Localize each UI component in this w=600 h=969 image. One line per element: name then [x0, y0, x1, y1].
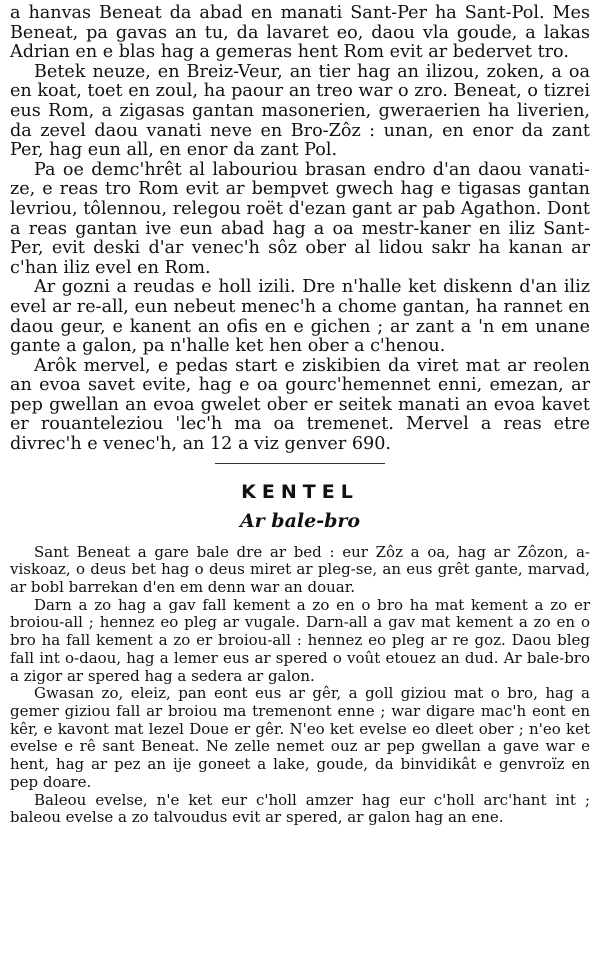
lesson-paragraph: Sant Beneat a gare bale dre ar bed : eur Zôz a oa, hag ar Zôzon, a-viskoaz, o deus bet hag o deus miret ar pleg-se, an eus grêt gante, marvad, ar bobl barrekan d'en em denn war an douar.: [10, 542, 590, 597]
lesson-paragraph: Baleou evelse, n'e ket eur c'holl amzer hag eur c'holl arc'hant int ; baleou evelse a zo talvoudus evit ar spered, ar galon hag an ene.: [10, 790, 590, 827]
paragraph-continued: a hanvas Beneat da abad en manati Sant-Per ha Sant-Pol. Mes Beneat, pa gavas an tu, da lavaret eo, daou vla goude, a lakas Adrian en e blas hag a gemeras hent Rom evit ar bedervet tro.: [10, 3, 590, 63]
main-text: [10, 4, 590, 455]
lesson-paragraph: Darn a zo hag a gav fall kement a zo en o bro ha mat kement a zo er broiou-all ; hennez eo pleg ar vugale. Darn-all a gav mat kement a zo en o bro ha fall kement a zo er broiou-all : hennez eo pleg ar re goz. Daou bleg fall int o-daou, hag a lemer eus ar spered o voût etouez an dud. Ar bale-bro a zigor ar spered hag a sedera ar galon.: [10, 595, 590, 685]
section-divider: [215, 463, 385, 464]
lesson-paragraph: Gwasan zo, eleiz, pan eont eus ar gêr, a goll giziou mat o bro, hag a gemer giziou fall ar broiou ma tremenont enne ; war digare mac'h eont en kêr, e kavont mat lezel Doue er gêr. N'eo ket evelse eo dleet ober ; n'eo ket evelse e rê sant Beneat. Ne zelle nemet ouz ar pep gwellan a gave war e hent, hag ar pez an ije goneet a lake, goude, da binvidikât e genvroïz en pep doare.: [10, 684, 590, 791]
section-subtitle: Ar bale-bro: [239, 509, 361, 532]
paragraph: Ar gozni a reudas e holl izili. Dre n'halle ket diskenn d'an iliz evel ar re-all, eun nebeut menec'h a chome gantan, ha rannet en daou geur, e kanent an ofis en e gichen ; ar zant a 'n em unane gante a galon, pa n'halle ket hen ober a c'henou.: [10, 277, 590, 357]
lesson-text: [10, 544, 590, 827]
paragraph: Pa oe demc'hrêt al labouriou brasan endro d'an daou vanati-ze, e reas tro Rom evit ar bempvet gwech hag e tigasas gantan levriou, tôlennou, relegou roët d'ezan gant ar pab Agathon. Dont a reas gantan ive eun abad hag a oa mestr-kaner en iliz Sant-Per, evit deski d'ar venec'h sôz ober al lidou sakr ha kanan ar c'han iliz evel en Rom.: [10, 159, 590, 278]
section-title: KENTEL: [241, 480, 359, 503]
paragraph: Betek neuze, en Breiz-Veur, an tier hag an ilizou, zoken, a oa en koat, toet en zoul, ha paour an treo war o zro. Beneat, o tizrei eus Rom, a zigasas gantan masonerien, gweraerien ha liverien, da zevel daou vanati neve en Bro-Zôz : unan, en enor da zant Per, hag eun all, en enor da zant Pol.: [10, 61, 590, 161]
paragraph: Arôk mervel, e pedas start e ziskibien da viret mat ar reolen an evoa savet evite, hag e oa gourc'hemennet enni, emezan, ar pep gwellan an evoa gwelet ober er seitek manati an evoa kavet er rouanteleziou 'lec'h ma oa tremenet. Mervel a reas etre divrec'h e venec'h, an 12 a viz genver 690.: [10, 355, 590, 455]
